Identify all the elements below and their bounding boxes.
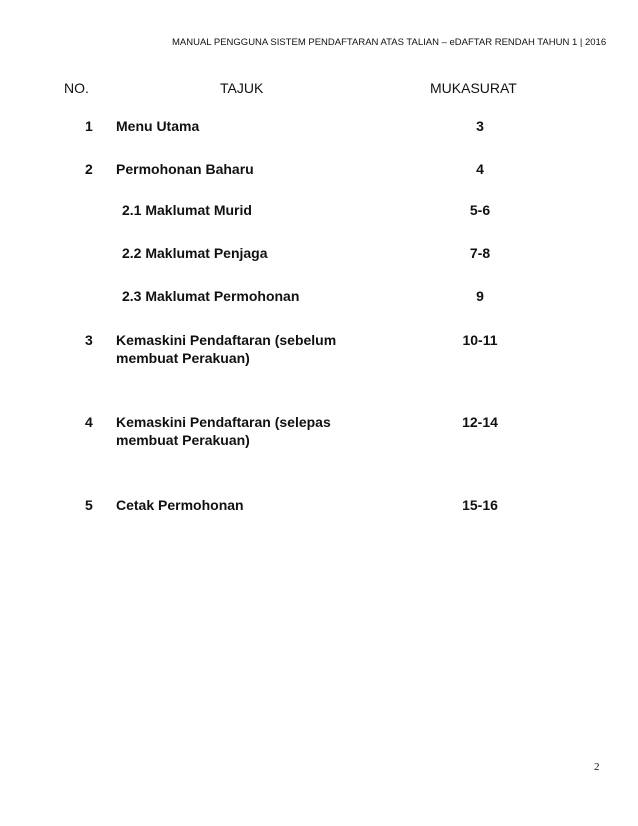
row-title: Permohonan Baharu bbox=[116, 161, 254, 177]
row-number: 1 bbox=[85, 118, 93, 134]
row-number: 5 bbox=[85, 497, 93, 513]
column-header-no: NO. bbox=[64, 80, 89, 96]
row-number: 4 bbox=[85, 414, 93, 430]
row-page: 15-16 bbox=[462, 497, 498, 513]
row-title-continued: membuat Perakuan) bbox=[116, 350, 250, 366]
running-header: MANUAL PENGGUNA SISTEM PENDAFTARAN ATAS TALIAN – eDAFTAR RENDAH TAHUN 1 | 2016 bbox=[172, 37, 607, 48]
page-number: 2 bbox=[594, 761, 600, 773]
row-title-continued: membuat Perakuan) bbox=[116, 432, 250, 448]
row-page: 9 bbox=[476, 288, 484, 304]
row-page: 4 bbox=[476, 161, 484, 177]
row-title: Kemaskini Pendaftaran (sebelum bbox=[116, 332, 337, 348]
row-title: Menu Utama bbox=[116, 118, 200, 134]
column-header-mukasurat: MUKASURAT bbox=[430, 80, 517, 96]
row-subtitle: 2.1 Maklumat Murid bbox=[122, 202, 252, 218]
column-header-tajuk: TAJUK bbox=[220, 80, 264, 96]
row-subtitle: 2.3 Maklumat Permohonan bbox=[122, 288, 300, 304]
row-number: 3 bbox=[85, 332, 93, 348]
row-page: 7-8 bbox=[469, 245, 491, 261]
row-title: Cetak Permohonan bbox=[116, 497, 244, 513]
row-number: 2 bbox=[85, 161, 93, 177]
row-page: 5-6 bbox=[469, 202, 491, 218]
row-title: Kemaskini Pendaftaran (selepas bbox=[116, 414, 331, 430]
row-page: 12-14 bbox=[462, 414, 498, 430]
row-page: 3 bbox=[476, 118, 484, 134]
row-subtitle: 2.2 Maklumat Penjaga bbox=[122, 245, 268, 261]
row-page: 10-11 bbox=[462, 332, 498, 348]
